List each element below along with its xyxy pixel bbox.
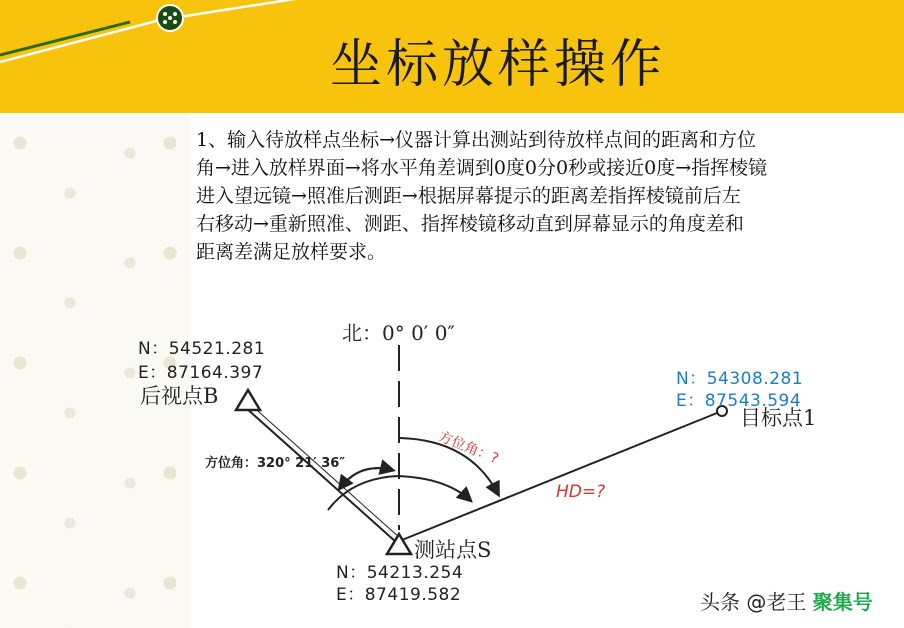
watermark — [700, 586, 873, 615]
north-label: 北：0° 0′ 0″ — [342, 321, 455, 345]
target-azimuth-label: 方位角：? — [435, 428, 501, 468]
target-name: 目标点1 — [740, 406, 817, 430]
watermark-brand: 聚集号 — [812, 590, 873, 614]
backsight-name: 后视点B — [140, 384, 219, 408]
station-e: E：87419.582 — [336, 585, 462, 605]
paragraph-line: 1、输入待放样点坐标→仪器计算出测站到待放样点间的距离和方位 — [196, 129, 757, 151]
paragraph-line: 距离差满足放样要求。 — [196, 241, 387, 263]
paragraph-line: 进入望远镜→照准后测距→根据屏幕提示的距离差指挥棱镜前后左 — [196, 185, 741, 207]
backsight-n: N：54521.281 — [138, 339, 266, 359]
paragraph-line: 角→进入放样界面→将水平角差调到0度0分0秒或接近0度→指挥棱镜 — [196, 157, 768, 179]
hd-label: HD=? — [556, 482, 606, 502]
station-n: N：54213.254 — [336, 563, 464, 583]
station-name: 测站点S — [414, 538, 492, 562]
target-e: E：87543.594 — [676, 391, 802, 411]
backsight-triangle-icon — [236, 390, 260, 410]
paragraph-line: 右移动→重新照准、测距、指挥棱镜移动直到屏幕显示的角度差和 — [196, 213, 744, 235]
watermark-text: 头条 @老王 — [700, 590, 807, 614]
target-n: N：54308.281 — [676, 369, 804, 389]
backsight-line — [246, 408, 396, 542]
backsight-azimuth-label: 方位角：320° 21′ 36″ — [205, 456, 346, 471]
slide-title: 坐标放样操作 — [330, 35, 667, 95]
backsight-e: E：87164.397 — [138, 363, 264, 383]
